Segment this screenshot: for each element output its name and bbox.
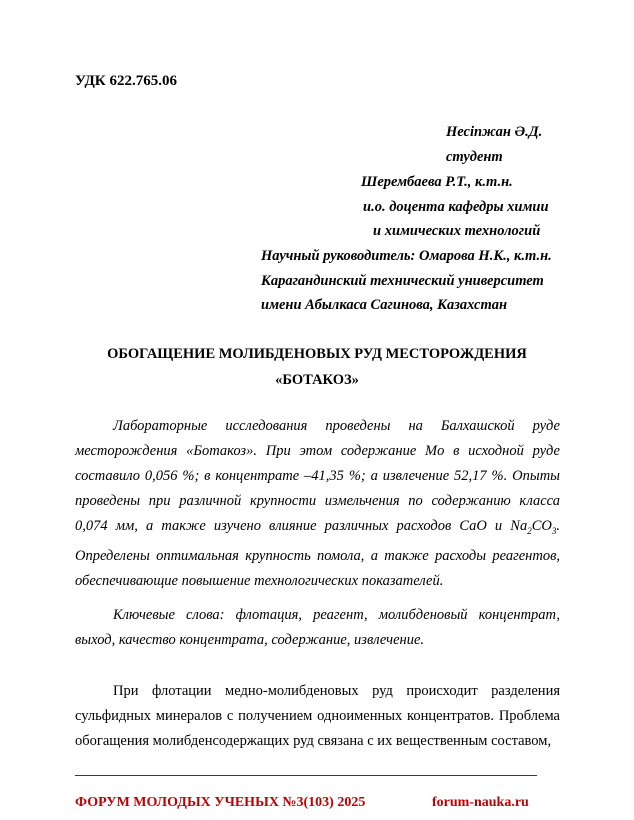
author-2-name: Шерембаева Р.Т., к.т.н. [361,174,513,190]
abstract-text-start: Лабораторные исследования проведены на Балхашской руде месторождения «Ботакоз». При этом содержание Mo в исходной руде составило 0,056 %; в концентрате –41,35 %; а извлечение 52,17 %. Опыты проведены при различной крупности измельчения по содержанию класса 0,074 мм, а также изучено влияние различных расходов CaO и Na [75,418,560,534]
footer-site-link[interactable]: forum-nauka.ru [432,795,529,810]
abstract-sub-2: 3 [551,525,557,536]
university-line1: Карагандинский технический университет [261,273,544,289]
author-1-name: Несіпжан Ә.Д. [446,124,543,140]
author-2-position-line2: и химических технологий [373,223,541,239]
abstract-text-mid: CO [531,518,552,534]
author-2-position-line1: и.о. доцента кафедры химии [363,199,549,215]
keywords: Ключевые слова: флотация, реагент, молибденовый концентрат, выход, качество концентрата, содержание, извлечение. [75,607,560,648]
paper-title-line1: ОБОГАЩЕНИЕ МОЛИБДЕНОВЫХ РУД МЕСТОРОЖДЕНИЯ [107,346,527,362]
university-line2: имени Абылкаса Сагинова, Казахстан [261,297,508,313]
paper-title-line2: «БОТАКОЗ» [275,372,359,388]
footer-journal: ФОРУМ МОЛОДЫХ УЧЕНЫХ №3(103) 2025 [75,795,366,810]
body-paragraph: При флотации медно-молибденовых руд происходит разделения сульфидных минералов с получением одноименных концентратов. Проблема обогащения молибденсодержащих руд связана с их вещественным составом, [75,683,560,749]
abstract [75,414,560,594]
author-1-position: студент [446,149,503,165]
abstract-sub-1: 2 [527,525,532,536]
abstract-text-end: . Определены оптимальная крупность помола, а также расходы реагентов, обеспечивающие повышение технологических показателей. [75,518,560,589]
udk-code: УДК 622.765.06 [75,73,177,89]
supervisor: Научный руководитель: Омарова Н.К., к.т.н. [261,248,552,264]
footer-divider [75,775,537,776]
